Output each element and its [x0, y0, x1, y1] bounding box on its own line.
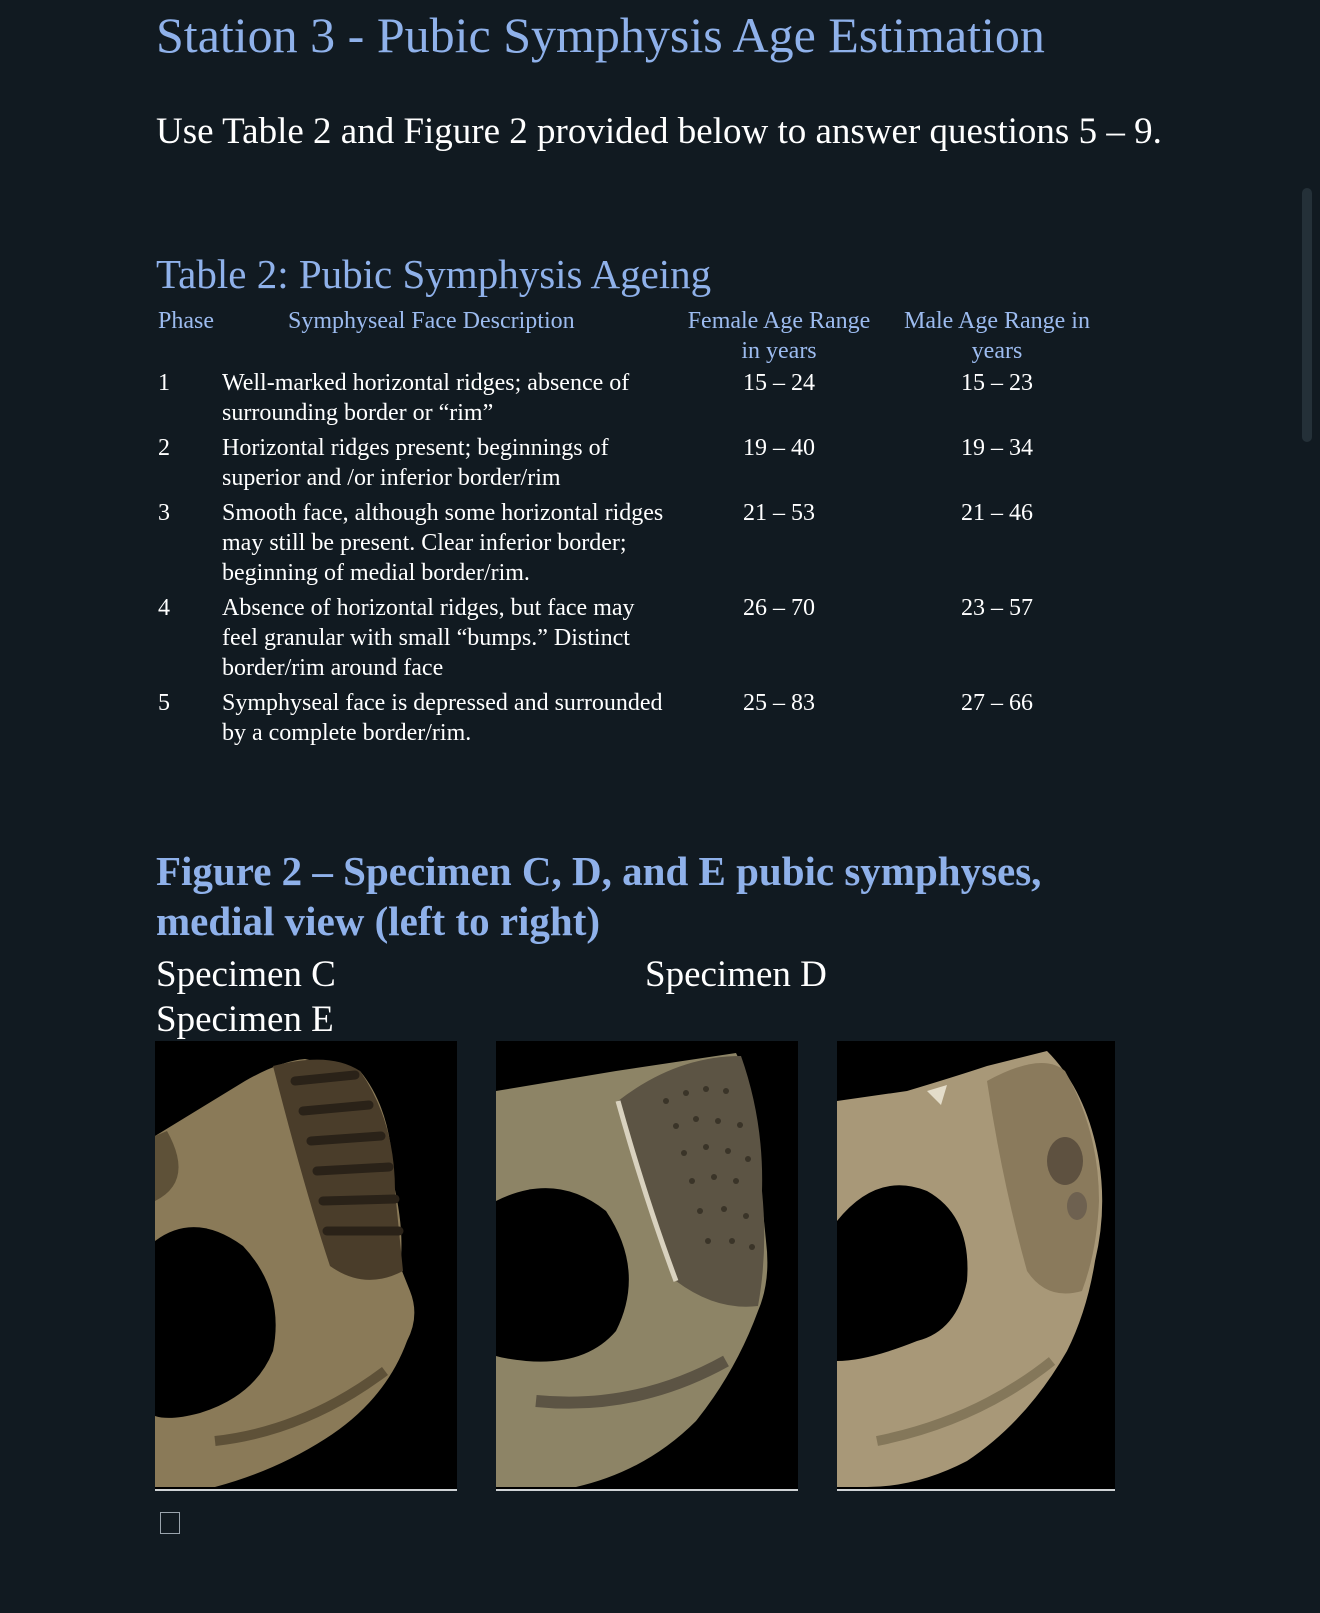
checkbox[interactable]: [160, 1512, 180, 1534]
male-age-range: 15 – 23: [961, 370, 1033, 396]
instructions-text: Use Table 2 and Figure 2 provided below to answer questions 5 – 9.: [156, 111, 1162, 152]
male-age-range: 23 – 57: [961, 595, 1033, 621]
specimen-c-image: [155, 1041, 457, 1491]
phase-description: Symphyseal face is depressed and surrounded by a complete border/rim.: [222, 690, 663, 746]
phase-description: Smooth face, although some horizontal ridges may still be present. Clear inferior border; beginning of medial border/rim.: [222, 500, 664, 586]
phase-number: 3: [158, 500, 170, 526]
male-age-range: 19 – 34: [961, 435, 1033, 461]
phase-number: 4: [158, 595, 170, 621]
table-title: Table 2: Pubic Symphysis Ageing: [156, 251, 712, 297]
scrollbar[interactable]: [1302, 188, 1312, 442]
page-title: Station 3 - Pubic Symphysis Age Estimation: [156, 7, 1045, 63]
specimen-e-label: Specimen E: [156, 999, 334, 1040]
header-phase: Phase: [158, 308, 214, 334]
specimen-e-image: [837, 1041, 1115, 1491]
female-age-range: 15 – 24: [743, 370, 815, 396]
phase-number: 5: [158, 690, 170, 716]
male-age-range: 21 – 46: [961, 500, 1033, 526]
figure-title: Figure 2 – Specimen C, D, and E pubic symphyses, medial view (left to right): [156, 848, 1042, 944]
header-female-age-range: Female Age Range in years: [687, 308, 871, 364]
female-age-range: 25 – 83: [743, 690, 815, 716]
header-male-age-range: Male Age Range in years: [904, 308, 1090, 364]
header-description: Symphyseal Face Description: [288, 308, 575, 334]
female-age-range: 26 – 70: [743, 595, 815, 621]
female-age-range: 19 – 40: [743, 435, 815, 461]
phase-description: Absence of horizontal ridges, but face may feel granular with small “bumps.” Distinct border/rim around face: [222, 595, 635, 681]
phase-table: [0, 368, 1320, 758]
male-age-range: 27 – 66: [961, 690, 1033, 716]
specimen-c-label: Specimen C: [156, 954, 336, 995]
phase-number: 1: [158, 370, 170, 396]
female-age-range: 21 – 53: [743, 500, 815, 526]
specimen-d-image: [496, 1041, 798, 1491]
phase-description: Horizontal ridges present; beginnings of superior and /or inferior border/rim: [222, 435, 609, 491]
phase-description: Well-marked horizontal ridges; absence of surrounding border or “rim”: [222, 370, 630, 426]
specimen-d-label: Specimen D: [645, 954, 827, 995]
phase-number: 2: [158, 435, 170, 461]
